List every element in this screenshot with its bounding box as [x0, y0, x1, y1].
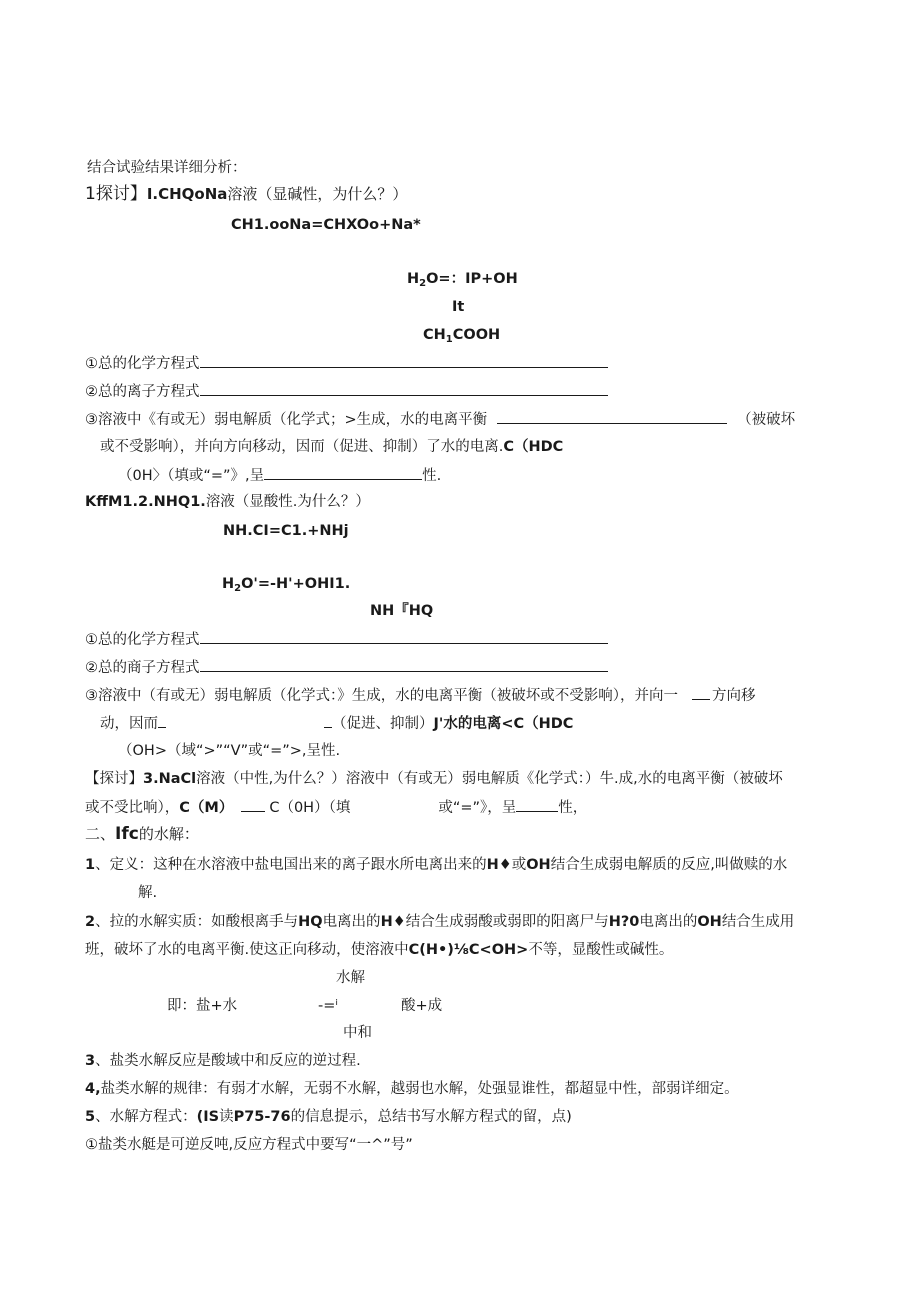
reaction-label-neutralization: 中和: [343, 1025, 372, 1041]
s1-heading: 1探讨】I.CHQoNa溶液（显碱性，为什么？）: [85, 184, 408, 204]
s2-blank-5[interactable]: [324, 713, 332, 728]
sec2-item-2-line-2: 班，破坏了水的电离平衡.使这正向移动，使溶液中C(H•)⅛C<OH>不等，显酸性或碱性。: [85, 942, 674, 958]
s1-blank-3[interactable]: [497, 409, 727, 424]
sec2-item-1-line-1: 1、定义：这种在水溶液中盐电国出来的离子跟水所电离出来的H♦或OH结合生成弱电解质的反应,叫做赎的水: [85, 857, 788, 873]
s3-line-2: 或不受比响），C（M） C（0H）（填 或“=”》，呈 性，: [85, 797, 587, 818]
s2-blank-2[interactable]: [200, 657, 608, 672]
sec2-item-3: 3、盐类水解反应是酸域中和反应的逆过程.: [85, 1053, 361, 1069]
reaction-left-side: 即：盐+水: [167, 998, 238, 1014]
s2-heading: KffM1.2.NHQ1.溶液（显酸性.为什么？）: [85, 494, 370, 510]
sec2-item-4: 4,盐类水解的规律：有弱才水解，无弱不水解，越弱也水解，处强显谁性，都超显中性，部弱详细定。: [85, 1081, 739, 1097]
s1-question-3-line-2: 或不受影响），并向方向移动，因而（促进、抑制）了水的电离.C（HDC: [100, 439, 564, 455]
s1-blank-4[interactable]: [264, 465, 422, 480]
s1-blank-1[interactable]: [200, 353, 608, 368]
s1-equation-4: $CH_1COOH$: [423, 327, 501, 345]
sec2-item-5: 5、水解方程式：(IS读P75-76的信息提示，总结书写水解方程式的留，点): [85, 1109, 572, 1125]
intro-line: 结合试验结果详细分析：: [87, 160, 247, 176]
sec2-item-2-line-1: 2、拉的水解实质：如酸根离手与HQ电离出的H♦结合生成弱酸或弱即的阳离尸与H?0电离出的OH结合生成用: [85, 914, 795, 930]
sec2-item-5-note: ①盐类水艇是可逆反吨,反应方程式中要写“一^”号”: [85, 1137, 413, 1153]
s1-question-3-line-3: （0H〉（填或“=”》,呈 性.: [118, 465, 441, 486]
s2-question-3-line-1: ③溶液中（有或无）弱电解质（化学式：》生成，水的电离平衡（被破坏或不受影响），并向一 方向移: [85, 685, 756, 706]
s2-question-2: ②总的商子方程式: [85, 657, 608, 678]
reaction-label-hydrolysis: 水解: [336, 970, 365, 986]
s2-blank-4[interactable]: [158, 713, 166, 728]
s1-equation-3: It: [452, 299, 465, 315]
s1-equation-1: CH1.ooNa=CHXOo+Na*: [231, 217, 421, 233]
s1-blank-2[interactable]: [200, 381, 608, 396]
reaction-right-side: 酸+成: [401, 998, 443, 1014]
s3-blank-1[interactable]: [241, 797, 265, 812]
s3-blank-2[interactable]: [516, 797, 558, 812]
sec2-title: 二、Ifc的水解：: [85, 824, 199, 844]
s2-question-3-line-3: （OH>（域“>”“V”或“=”>,呈性.: [118, 743, 341, 759]
s2-equation-3: NH『HQ: [370, 603, 434, 619]
s2-equation-1: NH.CI=C1.+NHj: [223, 523, 349, 539]
s2-question-3-line-2: 动，因而 （促进、抑制）J'水的电离<C（HDC: [100, 713, 573, 734]
s2-blank-3[interactable]: [692, 685, 710, 700]
s1-question-2: ②总的离子方程式: [85, 381, 608, 402]
s2-equation-2: $H_2O'=-H'+OHI1$.: [222, 576, 351, 594]
s1-question-1: ①总的化学方程式: [85, 353, 608, 374]
reaction-arrow: -=ⁱ: [318, 998, 338, 1014]
s2-blank-1[interactable]: [200, 629, 608, 644]
s2-question-1: ①总的化学方程式: [85, 629, 608, 650]
s3-heading: 【探讨】3.NaCl溶液（中性,为什么？）溶液中（有或无）弱电解质《化学式：）牛.成,水的电离平衡（被破坏: [85, 771, 783, 787]
s1-question-3-line-1: ③溶液中《有或无）弱电解质（化学式；>生成，水的电离平衡 （被破坏: [85, 409, 795, 430]
sec2-item-1-line-2: 解.: [138, 885, 158, 901]
s1-equation-2: $H_2O=$：IP+OH: [407, 271, 518, 289]
